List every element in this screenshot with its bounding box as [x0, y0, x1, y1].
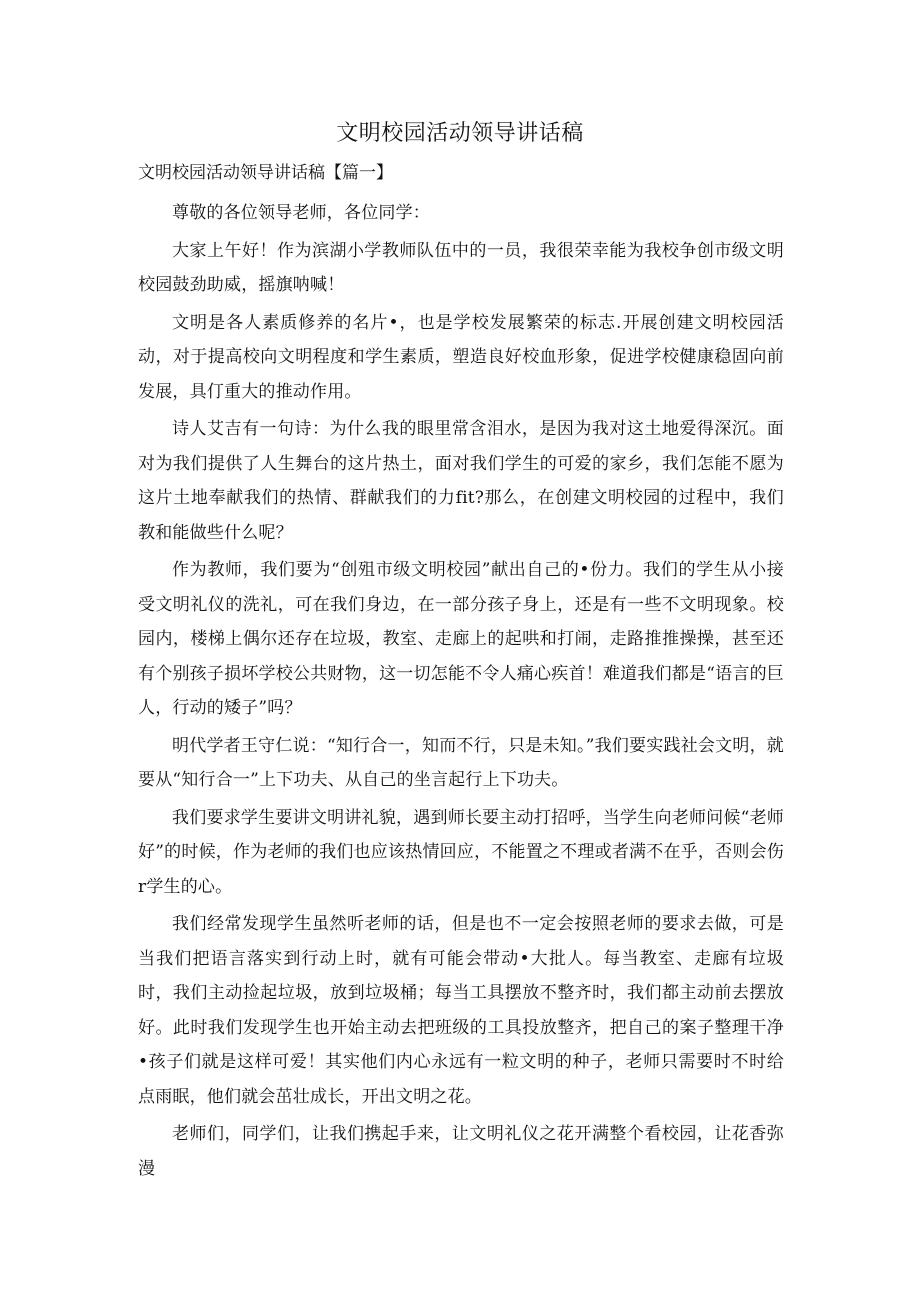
document-subtitle: 文明校园活动领导讲话稿【篇一】	[138, 163, 393, 183]
paragraph: 明代学者王守仁说：“知行合一，知而不行，只是未知。”我们要实践社会文明，就要从“知行合一”上下功夫、从自己的坐言起行上下功夫。	[138, 735, 784, 790]
paragraph: 我们经常发现学生虽然听老师的话，但是也不一定会按照老师的要求去做，可是当我们把语言落实到行动上时，就有可能会带动•大批人。每当教室、走廊有垃圾时，我们主动捡起垃圾，放到垃圾桶；每当工具摆放不整齐时，我们都主动前去摆放好。此时我们发现学生也开始主动去把班级的工具投放整齐，把自己的案子整理干净•孩子们就是这样可爱！其实他们内心永远有一粒文明的种子，老师只需要时不时给点雨眠，他们就会茁壮成长，开出文明之花。	[138, 914, 784, 1107]
paragraph: 文明是各人素质修养的名片•，也是学校发展繁荣的标志.开展创建文明校园活动，对于提高校向文明程度和学生素质，塑造良好校血形象，促进学校健康稳固向前发展，具仃重大的推动作用。	[138, 312, 784, 402]
document-title: 文明校园活动领导讲话稿	[336, 121, 584, 146]
paragraph: 大家上午好！作为滨湖小学教师队伍中的一员，我很荣幸能为我校争创市级文明校园鼓劲助威，摇旗呐喊！	[138, 240, 784, 295]
paragraph: 老师们，同学们，让我们携起手来，让文明礼仪之花开满整个看校园，让花香弥漫	[138, 1124, 784, 1179]
paragraph: 我们要求学生要讲文明讲礼貌，遇到师长要主动打招呼，当学生向老师问候“老师好”的时候，作为老师的我们也应该热情回应，不能置之不理或者满不在乎，否则会伤r学生的心。	[138, 807, 784, 897]
paragraph: 诗人艾吉有一句诗：为什么我的眼里常含泪水，是因为我对这土地爱得深沉。面对为我们提供了人生舞台的这片热土，面对我们学生的可爱的家乡，我们怎能不愿为这片土地奉献我们的热情、群献我们的力fit?那么，在创建文明校园的过程中，我们教和能做些什么呢？	[138, 419, 784, 543]
paragraph-salutation: 尊敬的各位领导老师，各位同学：	[172, 203, 430, 223]
document-body	[138, 196, 784, 1189]
paragraph: 作为教师，我们要为“创殂市级文明校园”献出自己的•份力。我们的学生从小接受文明礼仪的洗礼，可在我们身边，在一部分孩子身上，还是有一些不文明现象。校园内，楼梯上偶尔还存在垃圾，教室、走廊上的起哄和打闹，走路推推操操，甚至还有个别孩子损坏学校公共财物，这一切怎能不令人痛心疾首！难道我们都是“语言的巨人，行动的矮子”吗？	[138, 560, 784, 718]
